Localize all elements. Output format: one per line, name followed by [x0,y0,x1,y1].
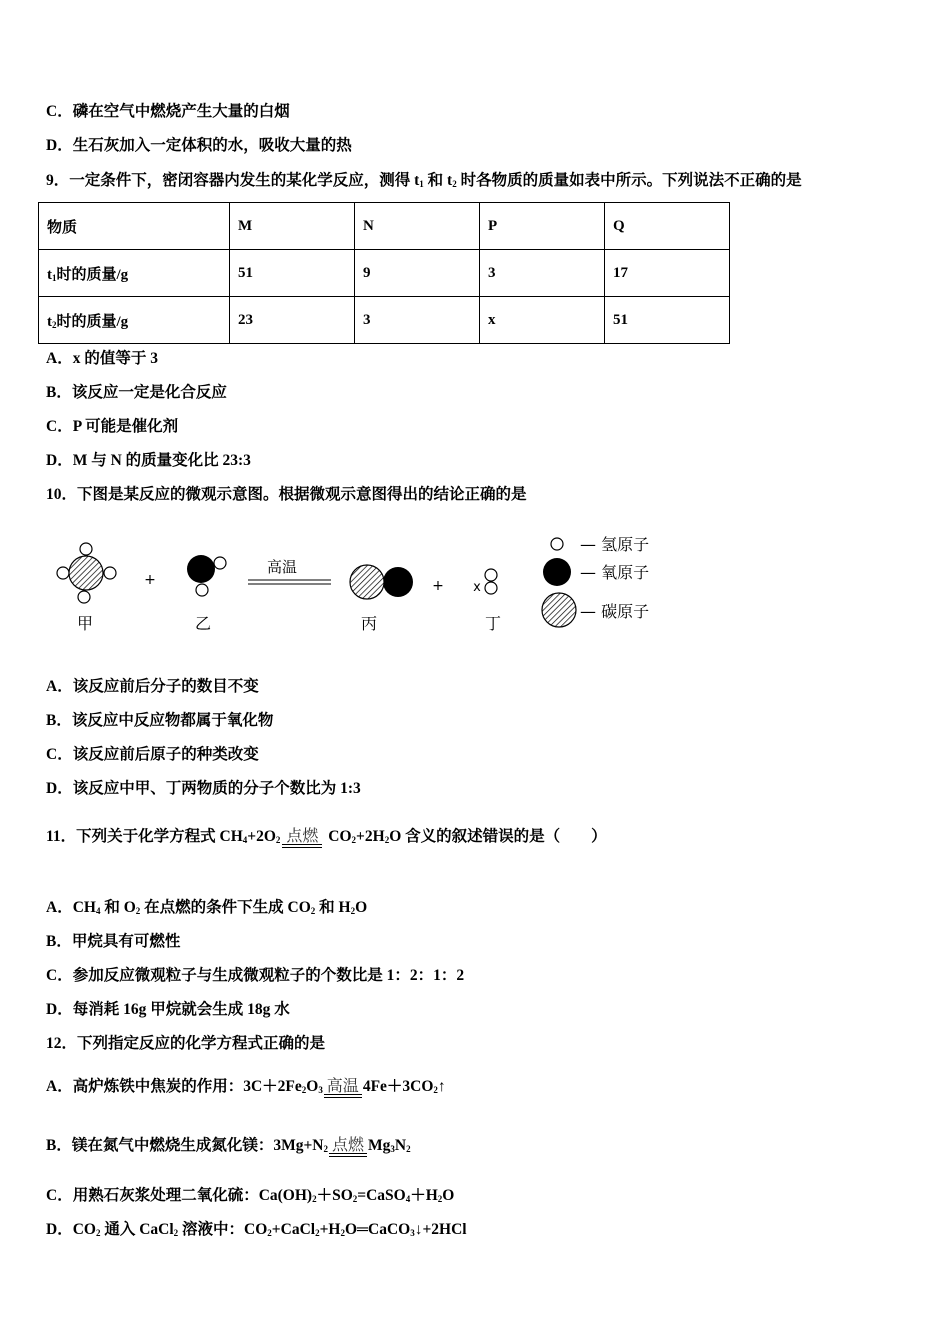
table-cell: N [355,203,480,250]
table-cell: x [480,297,605,344]
q11-option-a: A．$CH_4$ 和 $O_2$ 在点燃的条件下生成 $CO_2$ 和 $H_2O$ [46,899,368,916]
q12-option-d: D．$CO_2$ 通入 CaCl$_2$ 溶液中：$CO_2+CaCl_2+H_2O═CaCO_3↓+2HCl$ [46,1221,467,1238]
q11-stem: 11．下列关于化学方程式 $CH_4+2O_2$ 点燃 $CO_2+2H_2O$ 含义的叙述错误的是（ ） [46,815,607,862]
q9-option-c: C．P 可能是催化剂 [46,418,179,435]
table-cell: 物质 [39,203,230,250]
legend-hydrogen-label: — 氢原子 [580,535,650,554]
plus-sign: + [432,578,444,594]
label-yi: 乙 [194,614,212,633]
q9-option-a: A．x 的值等于 3 [46,350,158,367]
table-cell: $t_2$时的质量/g [39,297,230,344]
table-cell: $t_1$时的质量/g [39,250,230,297]
molecule-yi-water [187,555,226,596]
coefficient-x: x [473,580,481,595]
table-cell: 51 [230,250,355,297]
q12-stem: 12．下列指定反应的化学方程式正确的是 [46,1035,326,1052]
q9-stem: 9．一定条件下，密闭容器内发生的某化学反应，测得 $t_1$ 和 $t_2$ 时各物质的质量如表中所示。下列说法不正确的是 [46,172,802,189]
q10-stem: 10．下图是某反应的微观示意图。根据微观示意图得出的结论正确的是 [46,486,527,503]
table-cell: M [230,203,355,250]
legend-carbon-label: — 碳原子 [580,602,650,621]
table-cell: Q [605,203,730,250]
molecule-bing-co [350,565,413,599]
table-cell: P [480,203,605,250]
legend [542,535,649,627]
reaction-condition: 高温 [266,558,298,576]
q9-option-d: D．M 与 N 的质量变化比 23:3 [46,452,251,469]
equation-condition: 高温 [324,1078,362,1111]
q11-option-d: D．每消耗 16g 甲烷就会生成 18g 水 [46,1001,290,1018]
label-jia: 甲 [76,614,94,633]
q10-option-b: B．该反应中反应物都属于氧化物 [46,712,274,729]
q9-option-b: B．该反应一定是化合反应 [46,384,227,401]
table-cell: 23 [230,297,355,344]
table-cell: 3 [480,250,605,297]
molecule-ding-hydrogen [485,569,497,594]
legend-carbon-atom [542,593,576,627]
q11-option-c: C．参加反应微观粒子与生成微观粒子的个数比是 1：2：1：2 [46,967,465,984]
q10-option-c: C．该反应前后原子的种类改变 [46,746,259,763]
equation-condition: 点燃 [329,1137,367,1170]
label-bing: 丙 [360,614,378,633]
q9-mass-table [38,202,730,344]
q12-option-c: C．用熟石灰浆处理二氧化硫：$Ca(OH)_2+SO_2=CaSO_4+H_2O$ [46,1187,455,1204]
legend-hydrogen-atom [551,538,563,550]
table-cell: 9 [355,250,480,297]
q8-option-c: C．磷在空气中燃烧产生大量的白烟 [46,103,290,120]
q8-option-d: D．生石灰加入一定体积的水，吸收大量的热 [46,137,352,154]
plus-sign: + [144,572,156,588]
table-cell: 3 [355,297,480,344]
table-cell: 17 [605,250,730,297]
table-row [39,250,730,297]
equation-condition: 点燃 [282,828,322,862]
legend-oxygen-atom [543,558,571,586]
q12-option-b: B．镁在氮气中燃烧生成氮化镁：$3Mg+N_2$ 点燃 $Mg_3N_2$ [46,1125,411,1170]
q10-option-a: A．该反应前后分子的数目不变 [46,678,259,695]
q12-option-a: A．高炉炼铁中焦炭的作用：$3C+2Fe_2O_3$ 高温 $4Fe+3CO_2↑$ [46,1066,446,1111]
molecule-jia-methane [57,543,116,603]
legend-oxygen-label: — 氧原子 [580,563,650,582]
table-header-row [39,203,730,250]
table-cell: 51 [605,297,730,344]
q11-option-b: B．甲烷具有可燃性 [46,933,181,950]
label-ding: 丁 [484,614,502,633]
q10-option-d: D．该反应中甲、丁两物质的分子个数比为 1:3 [46,780,361,797]
table-row [39,297,730,344]
reaction-micro-diagram [0,525,950,640]
